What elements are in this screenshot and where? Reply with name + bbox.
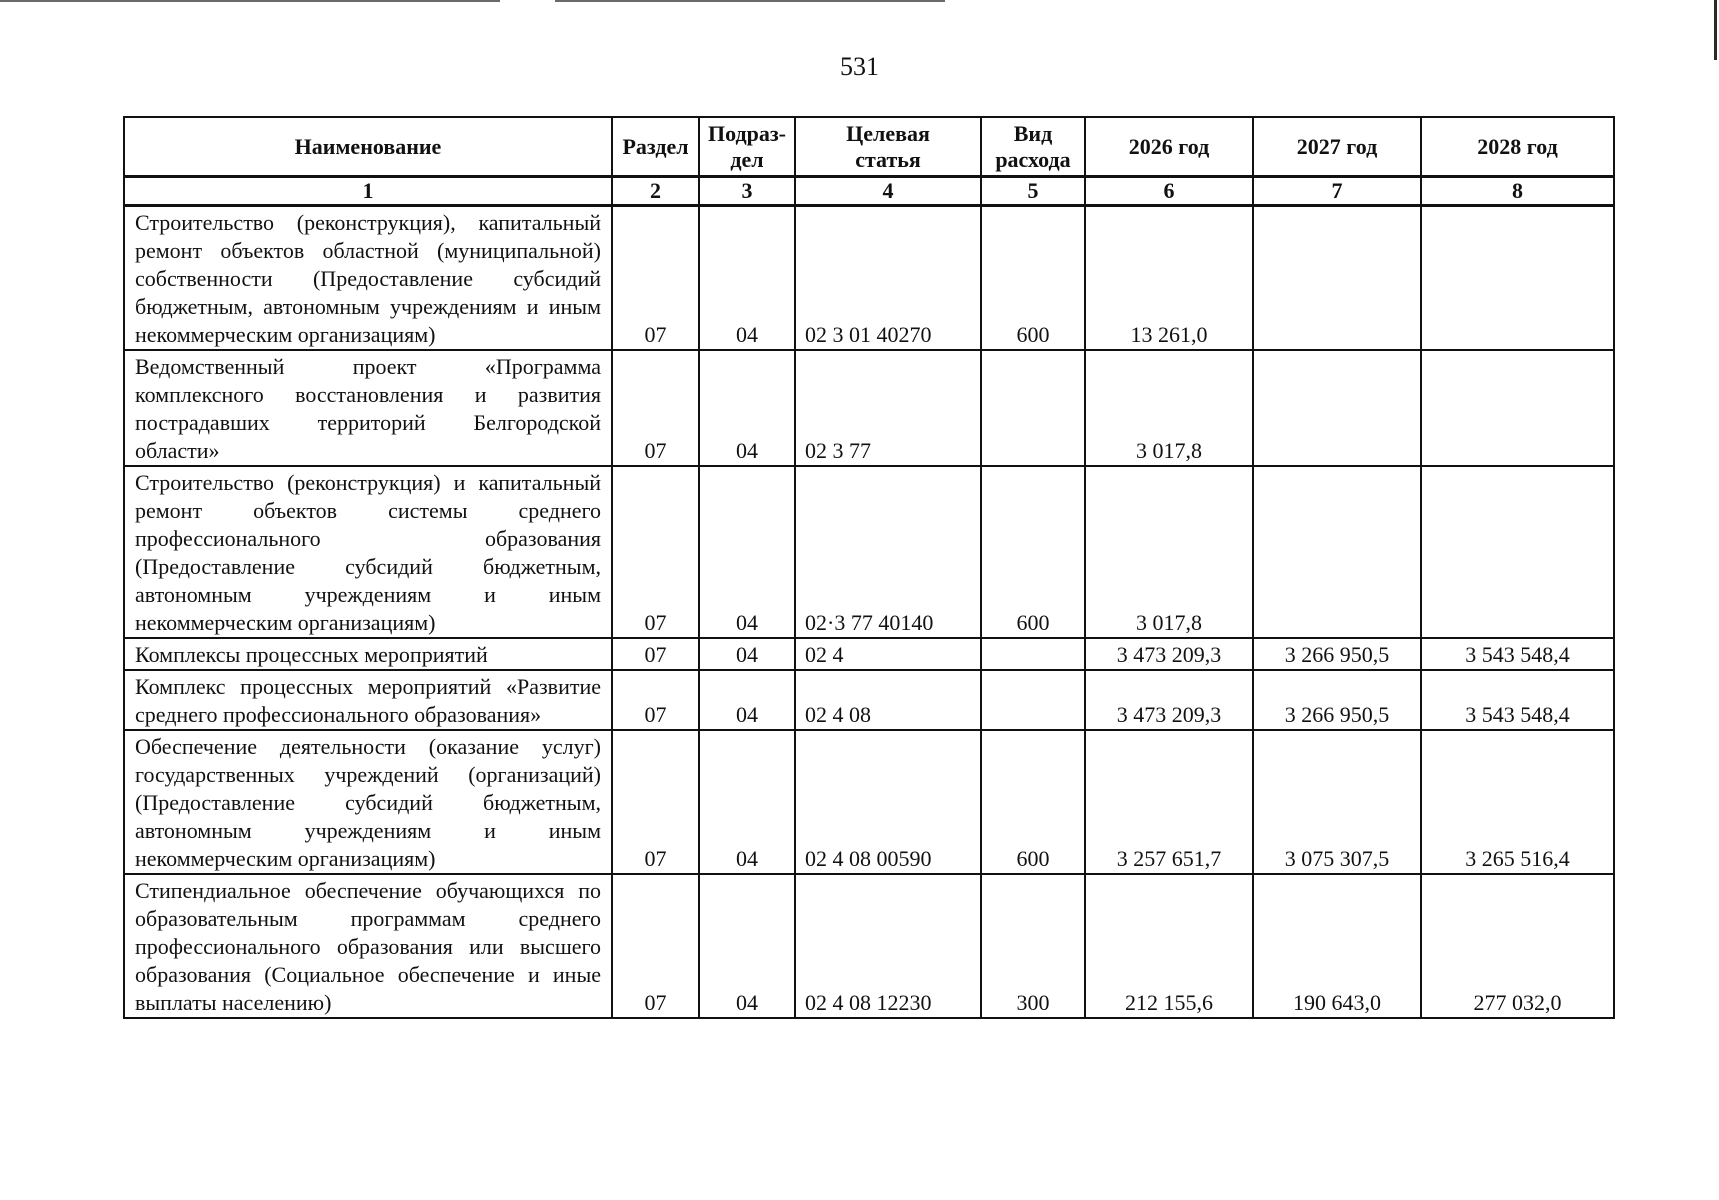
column-number: 4: [795, 177, 981, 206]
row-razdel: 07: [612, 638, 699, 670]
budget-table: [123, 116, 1615, 1019]
page-number: 531: [840, 52, 879, 81]
header-2028: 2028 год: [1421, 117, 1614, 177]
table-row: [124, 670, 1614, 730]
row-podrazdel: 04: [699, 874, 795, 1018]
row-tselevaya-statya: 02 4 08 12230: [795, 874, 981, 1018]
row-name: Стипендиальное обеспечение обучающихся по образовательным программам среднего профессионального образования или высшего образования (Социальное обеспечение и иные выплаты населению): [124, 874, 612, 1018]
table-row: [124, 206, 1614, 351]
row-tselevaya-statya: 02 4 08: [795, 670, 981, 730]
row-name: Комплексы процессных мероприятий: [124, 638, 612, 670]
row-amount-2027: 3 266 950,5: [1253, 670, 1421, 730]
row-podrazdel: 04: [699, 730, 795, 874]
row-podrazdel: 04: [699, 670, 795, 730]
header-row: [124, 117, 1614, 177]
row-name: Обеспечение деятельности (оказание услуг) государственных учреждений (организаций) (Предоставление субсидий бюджетным, автономным учреждениям и иным некоммерческим организациям): [124, 730, 612, 874]
row-razdel: 07: [612, 670, 699, 730]
row-vid-raskhoda: 300: [981, 874, 1085, 1018]
table-row: [124, 638, 1614, 670]
row-tselevaya-statya: 02 3 01 40270: [795, 206, 981, 351]
row-amount-2026: 13 261,0: [1085, 206, 1253, 351]
scan-edge-mark: [1714, 0, 1717, 60]
row-amount-2027: 3 266 950,5: [1253, 638, 1421, 670]
header-podrazdel: Подраз- дел: [699, 117, 795, 177]
row-podrazdel: 04: [699, 206, 795, 351]
row-amount-2027: 3 075 307,5: [1253, 730, 1421, 874]
row-amount-2028: 3 543 548,4: [1421, 638, 1614, 670]
row-vid-raskhoda: [981, 350, 1085, 466]
row-razdel: 07: [612, 730, 699, 874]
row-amount-2027: 190 643,0: [1253, 874, 1421, 1018]
row-amount-2026: 3 017,8: [1085, 466, 1253, 638]
row-tselevaya-statya: 02 4: [795, 638, 981, 670]
scan-edge-line: [555, 0, 945, 2]
row-tselevaya-statya: 02·3 77 40140: [795, 466, 981, 638]
row-amount-2028: 3 543 548,4: [1421, 670, 1614, 730]
table-row: [124, 350, 1614, 466]
column-number: 3: [699, 177, 795, 206]
header-2027: 2027 год: [1253, 117, 1421, 177]
row-name: Строительство (реконструкция) и капитальный ремонт объектов системы среднего профессионального образования (Предоставление субсидий бюджетным, автономным учреждениям и иным некоммерческим организациям): [124, 466, 612, 638]
row-amount-2026: 3 473 209,3: [1085, 638, 1253, 670]
row-vid-raskhoda: [981, 670, 1085, 730]
row-tselevaya-statya: 02 3 77: [795, 350, 981, 466]
header-razdel: Раздел: [612, 117, 699, 177]
column-number: 6: [1085, 177, 1253, 206]
header-name: Наименование: [124, 117, 612, 177]
column-number-row: [124, 177, 1614, 206]
row-podrazdel: 04: [699, 466, 795, 638]
row-tselevaya-statya: 02 4 08 00590: [795, 730, 981, 874]
row-razdel: 07: [612, 350, 699, 466]
header-vid-raskhoda: Вид расхода: [981, 117, 1085, 177]
column-number: 2: [612, 177, 699, 206]
row-vid-raskhoda: [981, 638, 1085, 670]
row-amount-2028: [1421, 206, 1614, 351]
row-amount-2028: [1421, 466, 1614, 638]
row-name: Строительство (реконструкция), капитальный ремонт объектов областной (муниципальной) собственности (Предоставление субсидий бюджетным, автономным учреждениям и иным некоммерческим организациям): [124, 206, 612, 351]
row-amount-2027: [1253, 466, 1421, 638]
row-razdel: 07: [612, 874, 699, 1018]
row-amount-2027: [1253, 350, 1421, 466]
table-row: [124, 466, 1614, 638]
table-row: [124, 874, 1614, 1018]
row-podrazdel: 04: [699, 350, 795, 466]
row-vid-raskhoda: 600: [981, 206, 1085, 351]
column-number: 8: [1421, 177, 1614, 206]
row-name: Комплекс процессных мероприятий «Развитие среднего профессионального образования»: [124, 670, 612, 730]
row-amount-2026: 3 473 209,3: [1085, 670, 1253, 730]
column-number: 7: [1253, 177, 1421, 206]
row-amount-2028: [1421, 350, 1614, 466]
header-tselevaya-statya: Целевая статья: [795, 117, 981, 177]
table-row: [124, 730, 1614, 874]
column-number: 1: [124, 177, 612, 206]
row-name: Ведомственный проект «Программа комплексного восстановления и развития пострадавших территорий Белгородской области»: [124, 350, 612, 466]
row-amount-2026: 212 155,6: [1085, 874, 1253, 1018]
header-2026: 2026 год: [1085, 117, 1253, 177]
row-vid-raskhoda: 600: [981, 466, 1085, 638]
row-amount-2028: 3 265 516,4: [1421, 730, 1614, 874]
row-amount-2026: 3 257 651,7: [1085, 730, 1253, 874]
scan-edge-line: [0, 0, 500, 2]
row-amount-2027: [1253, 206, 1421, 351]
row-amount-2026: 3 017,8: [1085, 350, 1253, 466]
row-podrazdel: 04: [699, 638, 795, 670]
row-razdel: 07: [612, 466, 699, 638]
row-vid-raskhoda: 600: [981, 730, 1085, 874]
row-razdel: 07: [612, 206, 699, 351]
row-amount-2028: 277 032,0: [1421, 874, 1614, 1018]
column-number: 5: [981, 177, 1085, 206]
